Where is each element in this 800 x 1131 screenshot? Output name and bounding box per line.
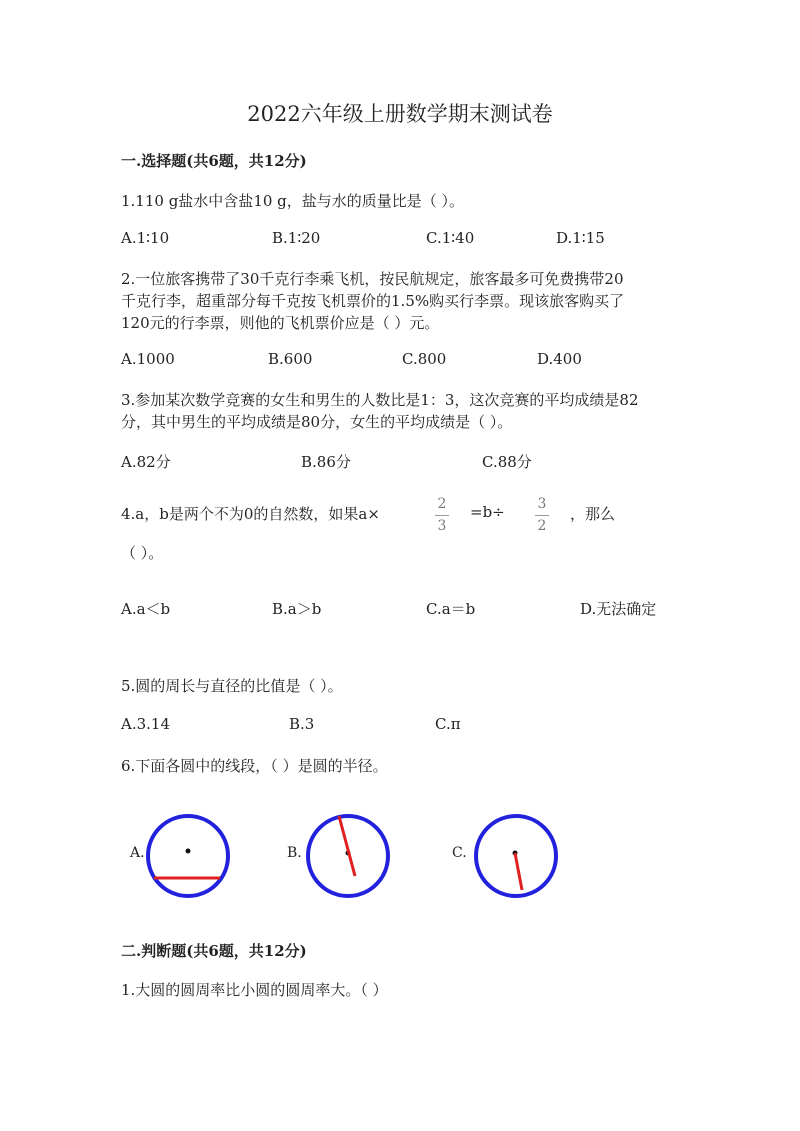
q2-option-c: C.800: [402, 350, 447, 368]
figure-label-a: A.: [130, 845, 145, 861]
figure-label-b: B.: [287, 845, 302, 861]
circle-c-radius-segment: [515, 853, 522, 890]
page-title: 2022六年级上册数学期末测试卷: [247, 102, 553, 126]
q4-option-d: D.无法确定: [580, 600, 657, 618]
q4-option-c: C.a＝b: [426, 600, 476, 618]
question-3-line-1: 3.参加某次数学竞赛的女生和男生的人数比是1：3，这次竞赛的平均成绩是82: [121, 391, 639, 409]
figure-label-c: C.: [452, 845, 467, 861]
q2-option-d: D.400: [537, 350, 582, 368]
q4-option-a: A.a＜b: [121, 600, 171, 618]
q3-option-a: A.82分: [121, 453, 171, 471]
question-4-part-2: =b÷: [470, 503, 505, 521]
question-1: 1.110 g盐水中含盐10 g，盐与水的质量比是（ ）。: [121, 192, 465, 210]
section-heading-judgement: 二.判断题(共6题，共12分): [121, 942, 307, 960]
circle-figure-b: [300, 808, 396, 904]
question-5: 5.圆的周长与直径的比值是（ ）。: [121, 677, 343, 695]
question-2-line-2: 千克行李，超重部分每千克按飞机票价的1.5%购买行李票。现该旅客购买了: [121, 292, 625, 310]
fraction-three-halves: [531, 495, 553, 536]
circle-figure-a: [140, 808, 236, 904]
q1-option-c: C.1∶40: [426, 229, 475, 247]
section-heading-choice: 一.选择题(共6题，共12分): [121, 152, 307, 170]
question-3-line-2: 分，其中男生的平均成绩是80分，女生的平均成绩是（ ）。: [121, 413, 513, 431]
circle-figure-c: [468, 808, 564, 904]
question-4-part-1: 4.a，b是两个不为0的自然数，如果a×: [121, 505, 380, 523]
question-4-line-2: （ ）。: [121, 544, 164, 562]
question-2-line-1: 2.一位旅客携带了30千克行李乘飞机，按民航规定，旅客最多可免费携带20: [121, 270, 624, 288]
q5-option-b: B.3: [289, 715, 315, 733]
circle-a-center: [186, 849, 191, 854]
circle-b-outline: [308, 816, 388, 896]
fraction-numerator: 2: [437, 496, 447, 512]
q5-option-c: C.π: [435, 715, 461, 733]
circle-a-outline: [148, 816, 228, 896]
question-6: 6.下面各圆中的线段，（ ）是圆的半径。: [121, 757, 388, 775]
q2-option-a: A.1000: [121, 350, 175, 368]
q5-option-a: A.3.14: [121, 715, 170, 733]
question-4-part-3: ，那么: [570, 505, 616, 523]
q2-option-b: B.600: [268, 350, 313, 368]
q1-option-d: D.1∶15: [556, 229, 605, 247]
fraction-denominator: 2: [537, 518, 547, 534]
circle-b-segment: [339, 816, 355, 876]
q1-option-a: A.1∶10: [121, 229, 170, 247]
judgement-question-1: 1.大圆的圆周率比小圆的圆周率大。（ ）: [121, 981, 388, 999]
q4-option-b: B.a＞b: [272, 600, 322, 618]
q3-option-c: C.88分: [482, 453, 532, 471]
q3-option-b: B.86分: [301, 453, 351, 471]
fraction-denominator: 3: [437, 518, 447, 534]
fraction-numerator: 3: [537, 496, 547, 512]
fraction-two-thirds: [431, 495, 453, 536]
q1-option-b: B.1∶20: [272, 229, 321, 247]
question-2-line-3: 120元的行李票，则他的飞机票价应是（ ）元。: [121, 314, 440, 332]
